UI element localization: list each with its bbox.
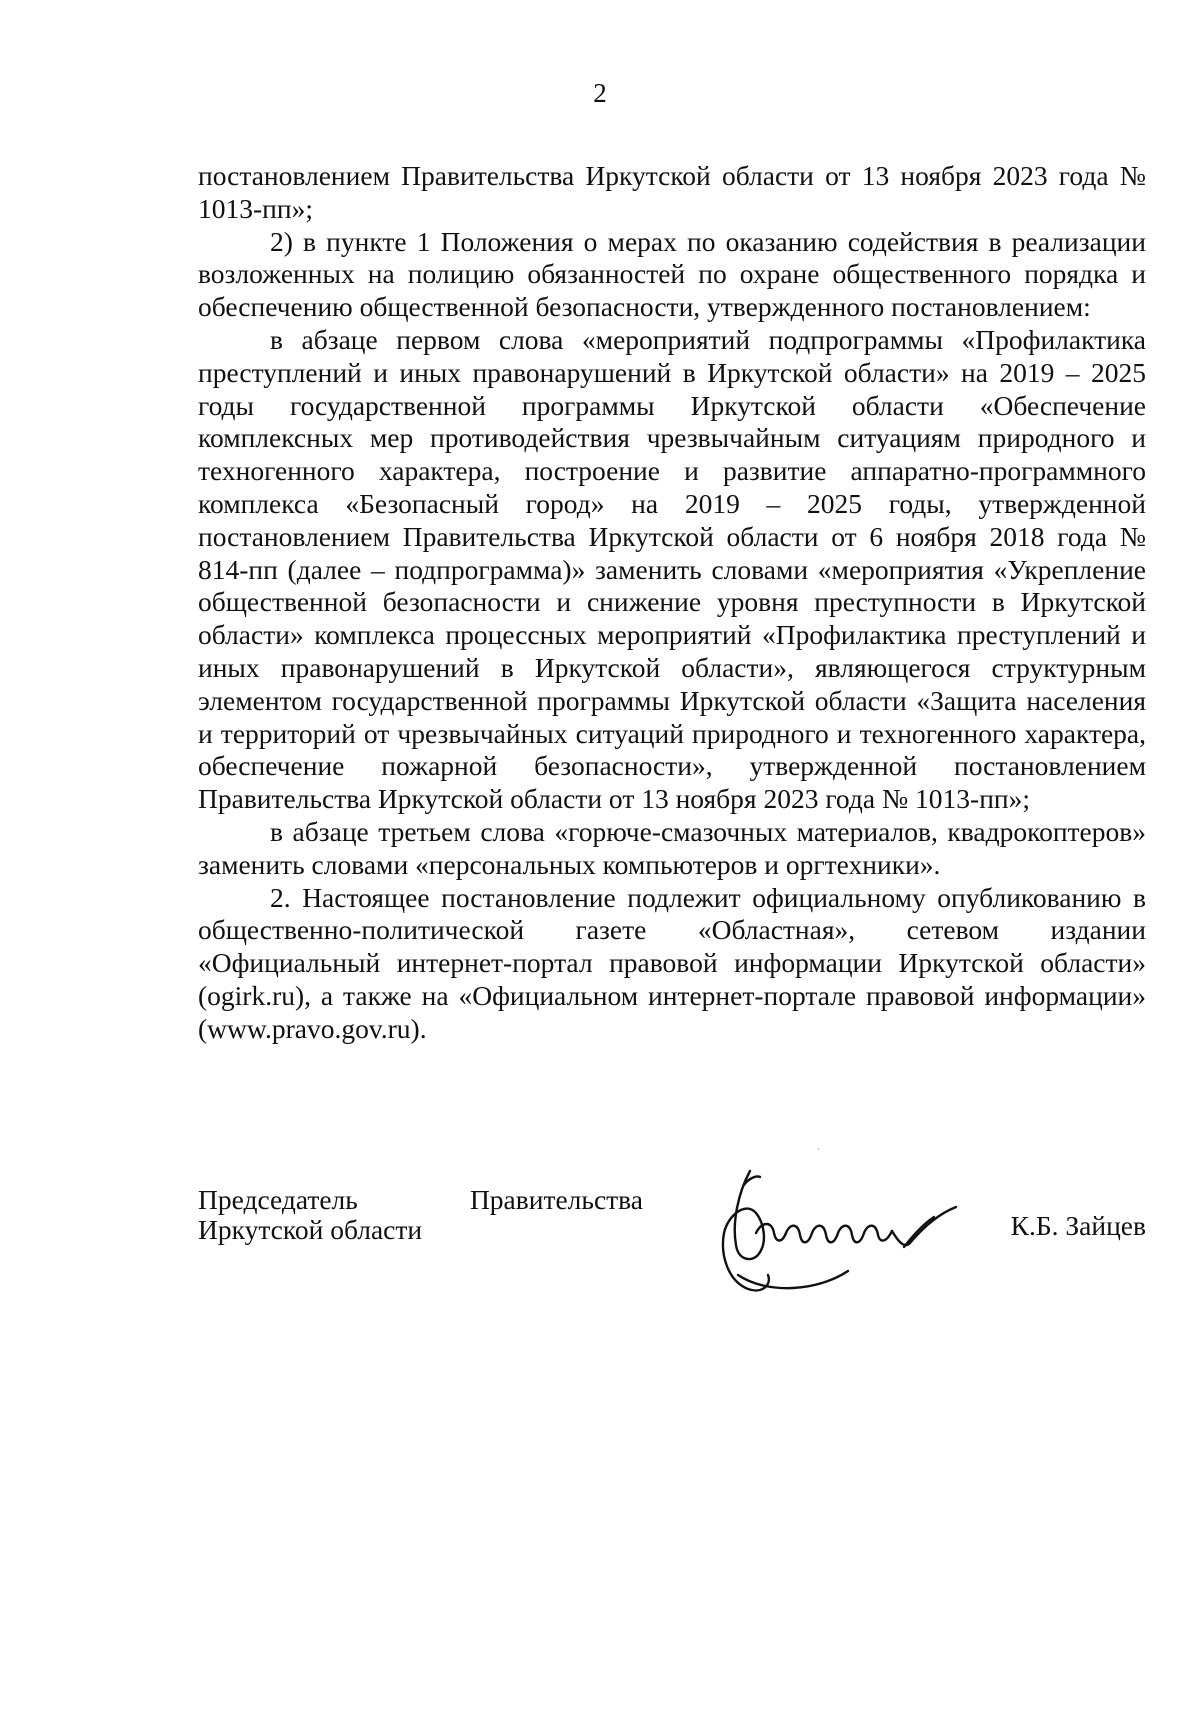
signatory-title-word2: Правительства [469, 1184, 643, 1215]
signatory-name: К.Б. Зайцев [1010, 1210, 1146, 1241]
paragraph-item-2: 2) в пункте 1 Положения о мерах по оказанию содействия в реализации возложенных на полицию обязанностей по охране общественного порядка и обеспечению общественной безопасности, утвержденного постановлением: [198, 225, 1146, 323]
paragraph-first-abzac: в абзаце первом слова «мероприятий подпрограммы «Профилактика преступлений и иных правонарушений в Иркутской области» на 2019 – 2025 годы государственной программы Иркутской области «Обеспечение комплексных мер противодействия чрезвычайным ситуациям природного и техногенного характера, построение и развитие аппаратно-программного комплекса «Безопасный город» на 2019 – 2025 годы, утвержденной постановлением Правительства Иркутской области от 6 ноября 2018 года № 814-пп (далее – подпрограмма)» заменить словами «мероприятия «Укрепление общественной безопасности и снижение уровня преступности в Иркутской области» комплекса процессных мероприятий «Профилактика преступлений и иных правонарушений в Иркутской области», являющегося структурным элементом государственной программы Иркутской области «Защита населения и территорий от чрезвычайных ситуаций природного и техногенного характера, обеспечение пожарной безопасности», утвержденной постановлением Правительства Иркутской области от 13 ноября 2023 года № 1013-пп»; [198, 323, 1146, 815]
signatory-title-word1: Председатель [198, 1184, 358, 1215]
handwritten-signature-icon [698, 1163, 968, 1303]
signatory-position-line1 [198, 1185, 643, 1215]
signatory-position-line2: Иркутской области [198, 1214, 423, 1245]
paragraph-publication: 2. Настоящее постановление подлежит официальному опубликованию в общественно-политической газете «Областная», сетевом издании «Официальный интернет-портал правовой информации Иркутской области» (ogirk.ru), а также на «Официальном интернет-портале правовой информации» (www.pravo.gov.ru). [198, 881, 1146, 1044]
signatory-position [198, 1185, 658, 1245]
document-body [198, 160, 1146, 1046]
scan-artifact [818, 1148, 819, 1150]
signature-block [198, 1185, 1146, 1365]
paragraph-third-abzac: в абзаце третьем слова «горюче-смазочных материалов, квадрокоптеров» заменить словами «персональных компьютеров и оргтехники». [198, 815, 1146, 880]
page-number: 2 [593, 78, 607, 108]
paragraph-continuation: постановлением Правительства Иркутской области от 13 ноября 2023 года № 1013-пп»; [198, 160, 1146, 224]
